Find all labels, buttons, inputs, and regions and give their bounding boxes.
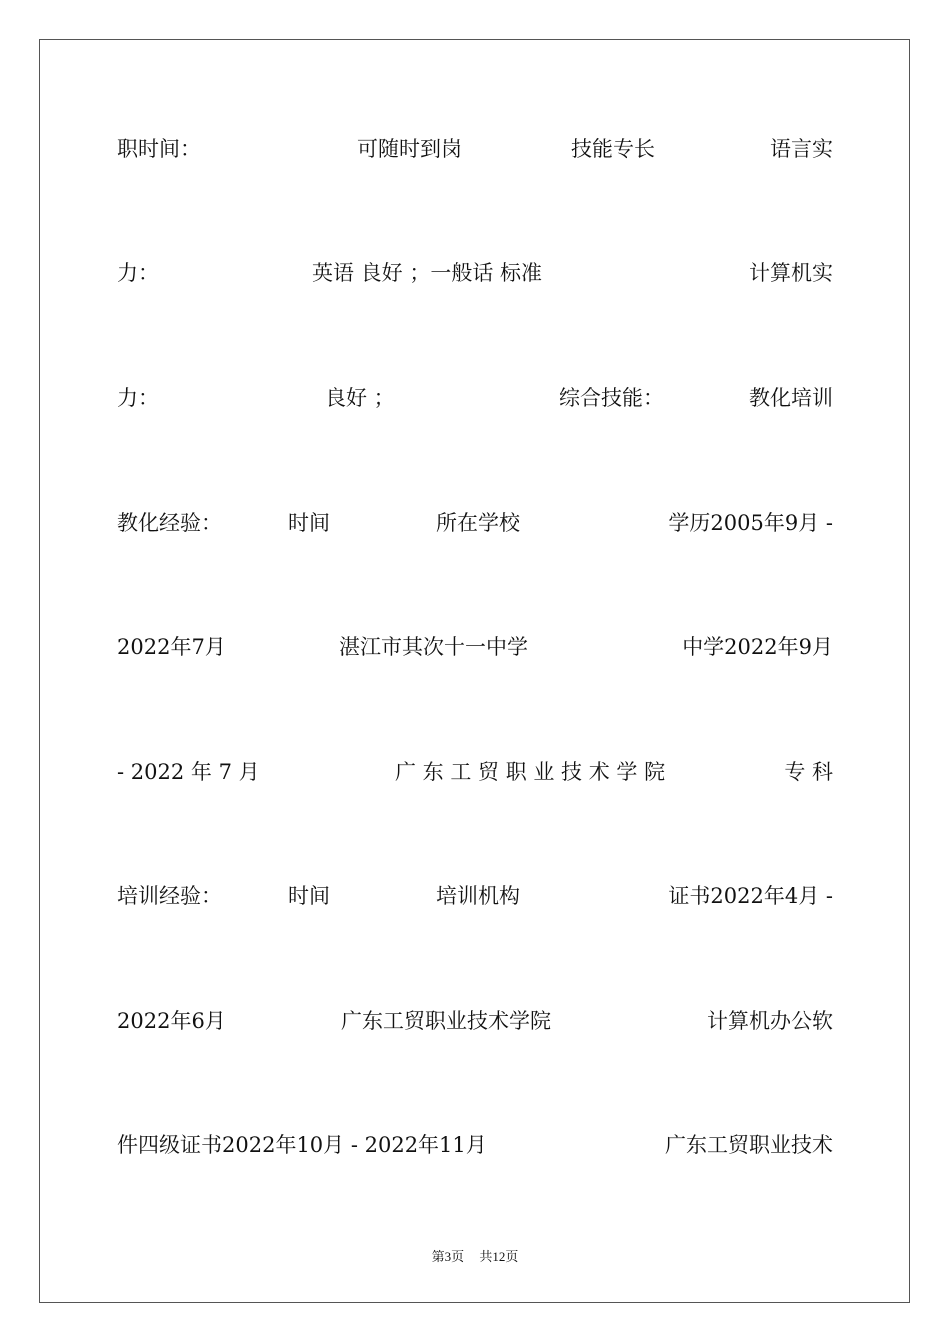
text-segment: 职时间： bbox=[117, 137, 201, 161]
text-line-7 bbox=[117, 881, 833, 911]
text-segment: 技能专长 bbox=[571, 137, 655, 161]
page-number: 第3页 bbox=[431, 1249, 465, 1264]
page-border bbox=[39, 39, 910, 1303]
text-segment: 良好 ； bbox=[325, 386, 395, 410]
text-line-8 bbox=[117, 1006, 833, 1036]
text-segment: 专 科 bbox=[784, 760, 833, 784]
text-line-9 bbox=[117, 1130, 833, 1160]
text-segment: - 2022 年 7 月 bbox=[117, 760, 260, 784]
text-segment: 件四级证书2022年10月 - 2022年11月 bbox=[117, 1133, 487, 1157]
page-footer bbox=[0, 1246, 950, 1265]
text-segment: 力： bbox=[117, 261, 159, 285]
text-line-4 bbox=[117, 508, 833, 538]
text-segment: 中学2022年9月 bbox=[682, 635, 833, 659]
text-segment: 时间 bbox=[288, 884, 330, 908]
text-segment: 2022年6月 bbox=[117, 1009, 226, 1033]
text-segment: 英语 良好 ；一般话 标准 bbox=[312, 261, 543, 285]
text-segment: 培训机构 bbox=[436, 884, 520, 908]
text-segment: 证书2022年4月 - bbox=[668, 884, 833, 908]
text-segment: 计算机办公软 bbox=[707, 1009, 833, 1033]
text-line-3 bbox=[117, 383, 833, 413]
text-segment: 广 东 工 贸 职 业 技 术 学 院 bbox=[395, 760, 666, 784]
text-segment: 湛江市其次十一中学 bbox=[339, 635, 528, 659]
text-segment: 教化经验： bbox=[117, 511, 222, 535]
text-line-1 bbox=[117, 134, 833, 164]
text-line-6 bbox=[117, 757, 833, 787]
text-segment: 2022年7月 bbox=[117, 635, 226, 659]
text-segment: 可随时到岗 bbox=[357, 137, 462, 161]
text-segment: 时间 bbox=[288, 511, 330, 535]
page-total: 共12页 bbox=[479, 1249, 519, 1264]
text-segment: 广东工贸职业技术 bbox=[665, 1133, 833, 1157]
text-segment: 教化培训 bbox=[749, 386, 833, 410]
text-segment: 所在学校 bbox=[436, 511, 520, 535]
text-segment: 综合技能： bbox=[559, 386, 664, 410]
text-line-2 bbox=[117, 258, 833, 288]
text-segment: 计算机实 bbox=[749, 261, 833, 285]
text-segment: 培训经验： bbox=[117, 884, 222, 908]
text-segment: 语言实 bbox=[770, 137, 833, 161]
text-segment: 学历2005年9月 - bbox=[668, 511, 833, 535]
text-line-5 bbox=[117, 632, 833, 662]
text-segment: 广东工贸职业技术学院 bbox=[341, 1009, 551, 1033]
text-segment: 力： bbox=[117, 386, 159, 410]
